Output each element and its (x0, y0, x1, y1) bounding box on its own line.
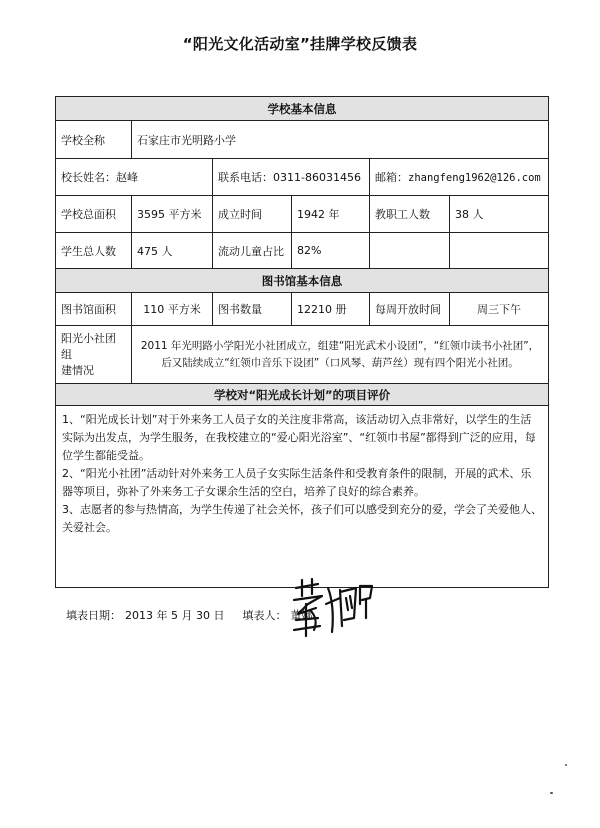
principal-label: 校长姓名： (61, 171, 116, 184)
scan-speck (550, 792, 553, 794)
filler-label: 填表人： (242, 609, 287, 622)
students-label: 学生总人数 (56, 233, 132, 269)
empty-cell-2 (450, 233, 549, 269)
open-time-value: 周三下午 (450, 293, 549, 326)
principal-cell (56, 159, 213, 196)
section-title-library: 图书馆基本信息 (56, 269, 549, 293)
page-title: “阳光文化活动室”挂牌学校反馈表 (182, 35, 418, 53)
founded-label: 成立时间 (213, 196, 292, 233)
migrant-label: 流动儿童占比 (213, 233, 292, 269)
phone-cell (213, 159, 370, 196)
row-contact (56, 159, 549, 196)
scan-speck (565, 764, 567, 766)
section-header-library (56, 269, 549, 293)
form-footer (66, 607, 316, 623)
clubs-description (132, 326, 549, 384)
row-area-founded-staff (56, 196, 549, 233)
row-clubs (56, 326, 549, 384)
library-area-label: 图书馆面积 (56, 293, 132, 326)
books-label: 图书数量 (213, 293, 292, 326)
evaluation-paragraph-3: 3、志愿者的参与热情高，为学生传递了社会关怀，孩子们可以感受到充分的爱，学会了关爱他人、关爱社会。 (62, 503, 542, 534)
school-name-value: 石家庄市光明路小学 (132, 121, 549, 159)
email-cell (370, 159, 549, 196)
clubs-label-line-2: 建情况 (61, 363, 94, 377)
section-title-basic: 学校基本信息 (56, 97, 549, 121)
founded-value: 1942 年 (292, 196, 370, 233)
row-evaluation (56, 406, 549, 588)
row-school-name (56, 121, 549, 159)
evaluation-paragraph-1: 1、“阳光成长计划”对于外来务工人员子女的关注度非常高，该活动切入点非常好，以学生的生活实际为出发点，为学生服务，在我校建立的“爱心阳光浴室”、“红领巾书屋”都得到广泛的应用，每位学生都能受益。 (62, 413, 536, 462)
email-value: zhangfeng1962@126.com (408, 172, 541, 184)
section-header-evaluation (56, 384, 549, 406)
empty-cell-1 (370, 233, 450, 269)
staff-value: 38 人 (450, 196, 549, 233)
clubs-label (56, 326, 132, 384)
date-value: 2013 年 5 月 30 日 (125, 609, 225, 622)
school-name-label: 学校全称 (56, 121, 132, 159)
row-students-migrant (56, 233, 549, 269)
clubs-line-2: 后又陆续成立“红领巾音乐下设团”（口风琴、葫芦丝）现有四个阳光小社团。 (161, 356, 519, 369)
staff-label: 教职工人数 (370, 196, 450, 233)
books-value: 12210 册 (292, 293, 370, 326)
handwritten-signature (288, 574, 378, 642)
students-value: 475 人 (132, 233, 213, 269)
phone-value: 0311-86031456 (273, 171, 361, 184)
open-time-label: 每周开放时间 (370, 293, 450, 326)
row-library (56, 293, 549, 326)
feedback-form-table (55, 96, 549, 588)
phone-label: 联系电话： (218, 171, 273, 184)
evaluation-content (56, 406, 549, 588)
area-label: 学校总面积 (56, 196, 132, 233)
evaluation-paragraph-2: 2、“阳光小社团”活动针对外来务工人员子女实际生活条件和受教育条件的限制，开展的武术、乐器等项目，弥补了外来务工子女课余生活的空白，培养了良好的综合素养。 (62, 467, 532, 498)
principal-value: 赵峰 (116, 171, 138, 184)
date-label: 填表日期： (66, 609, 121, 622)
section-header-basic (56, 97, 549, 121)
area-value: 3595 平方米 (132, 196, 213, 233)
filler-value: 董娜 (290, 609, 313, 622)
section-title-evaluation: 学校对“阳光成长计划”的项目评价 (56, 384, 549, 406)
migrant-value: 82% (292, 233, 370, 269)
clubs-line-1: 2011 年光明路小学阳光小社团成立，组建“阳光武术小设团”，“红领巾读书小社团”， (140, 339, 540, 352)
clubs-label-line-1: 阳光小社团组 (61, 331, 116, 361)
library-area-value: 110 平方米 (132, 293, 213, 326)
email-label: 邮箱： (375, 171, 408, 184)
